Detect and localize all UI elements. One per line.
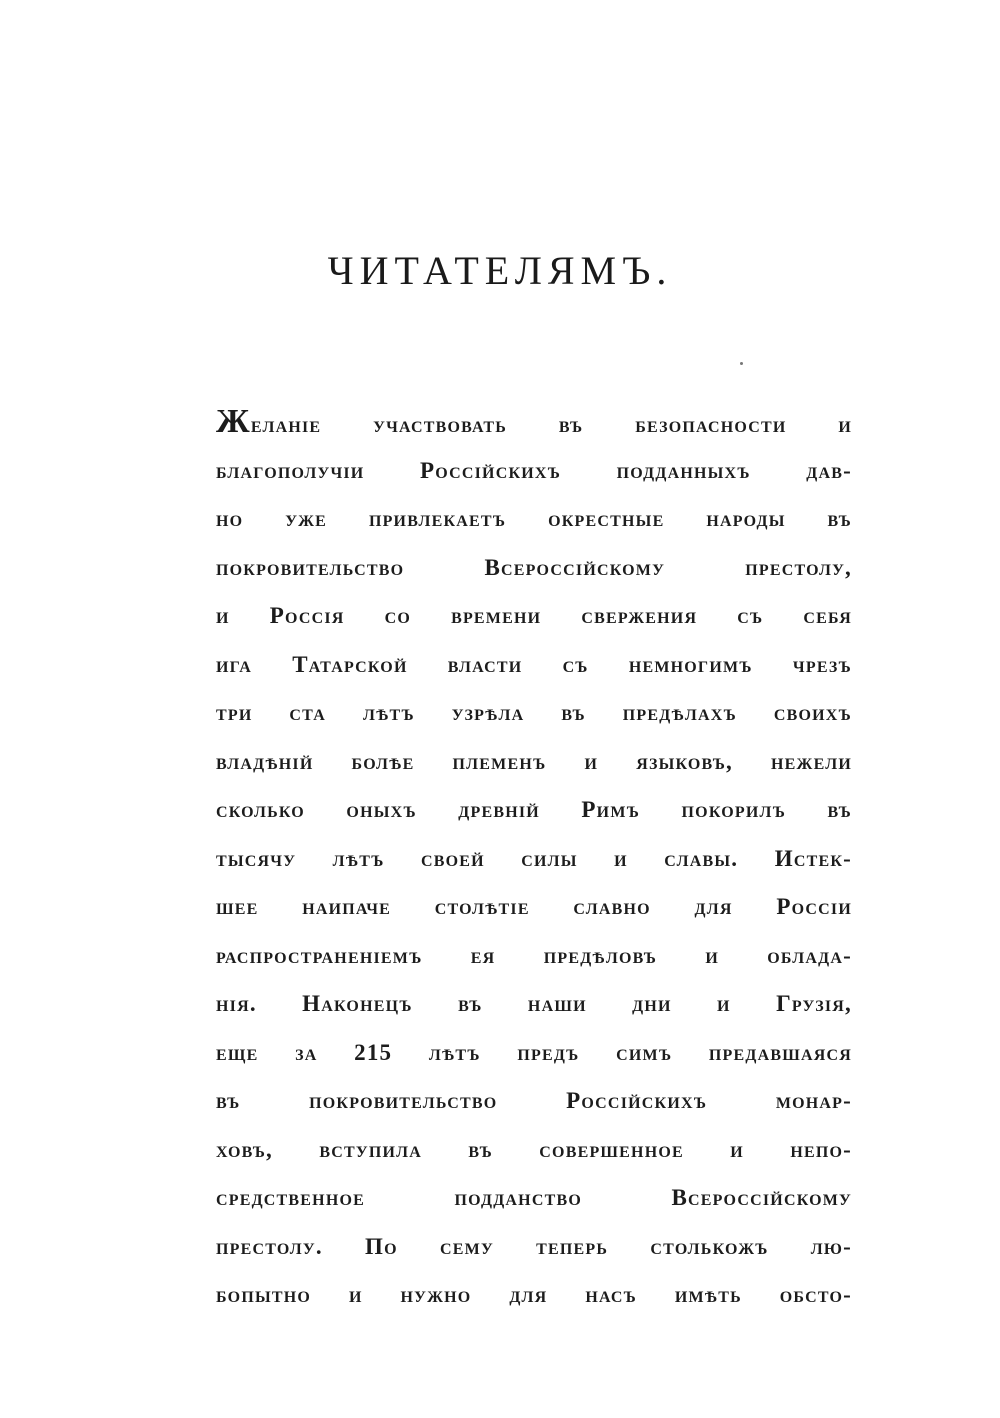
text-line: покровительство Всероссійскому престолу, — [216, 554, 852, 580]
text-line: тысячу лѣтъ своей силы и славы. Истек- — [216, 845, 852, 871]
text-line: въ покровительство Россійскихъ монар- — [216, 1088, 852, 1113]
text-line: еще за 215 лѣтъ предъ симъ предавшаяся — [216, 1039, 852, 1065]
text-line: шее наипаче столѣтіе славно для Россіи — [216, 894, 852, 919]
text-line: владѣній болѣе племенъ и языковъ, нежели — [216, 748, 852, 774]
page-title: ЧИТАТЕЛЯМЪ. — [327, 248, 673, 293]
text-line: ига Татарской власти съ немногимъ чрезъ — [216, 651, 852, 677]
text-line: три ста лѣтъ узрѣла въ предѣлахъ своихъ — [216, 700, 852, 725]
text-line: сколько оныхъ древній Римъ покорилъ въ — [216, 797, 852, 822]
text-line: престолу. По сему теперь столькожъ лю- — [216, 1233, 852, 1259]
ink-speck — [740, 362, 743, 365]
text-line: нія. Наконецъ въ наши дни и Грузія, — [216, 991, 852, 1016]
text-line: ховъ, вступила въ совершенное и непо- — [216, 1136, 852, 1162]
text-line: но уже привлекаетъ окрестные народы въ — [216, 506, 852, 531]
text-line: Желаніе участвовать въ безопасности и — [216, 403, 852, 440]
body-text — [216, 398, 852, 1320]
text-line: бопытно и нужно для насъ имѣть обсто- — [216, 1282, 852, 1307]
text-line: распространеніемъ ея предѣловъ и облада- — [216, 942, 852, 968]
text-line: и Россія со времени свержения съ себя — [216, 603, 852, 628]
text-line: средственное подданство Всероссійскому — [216, 1185, 852, 1210]
text-line: благополучіи Россійскихъ подданныхъ дав- — [216, 457, 852, 483]
